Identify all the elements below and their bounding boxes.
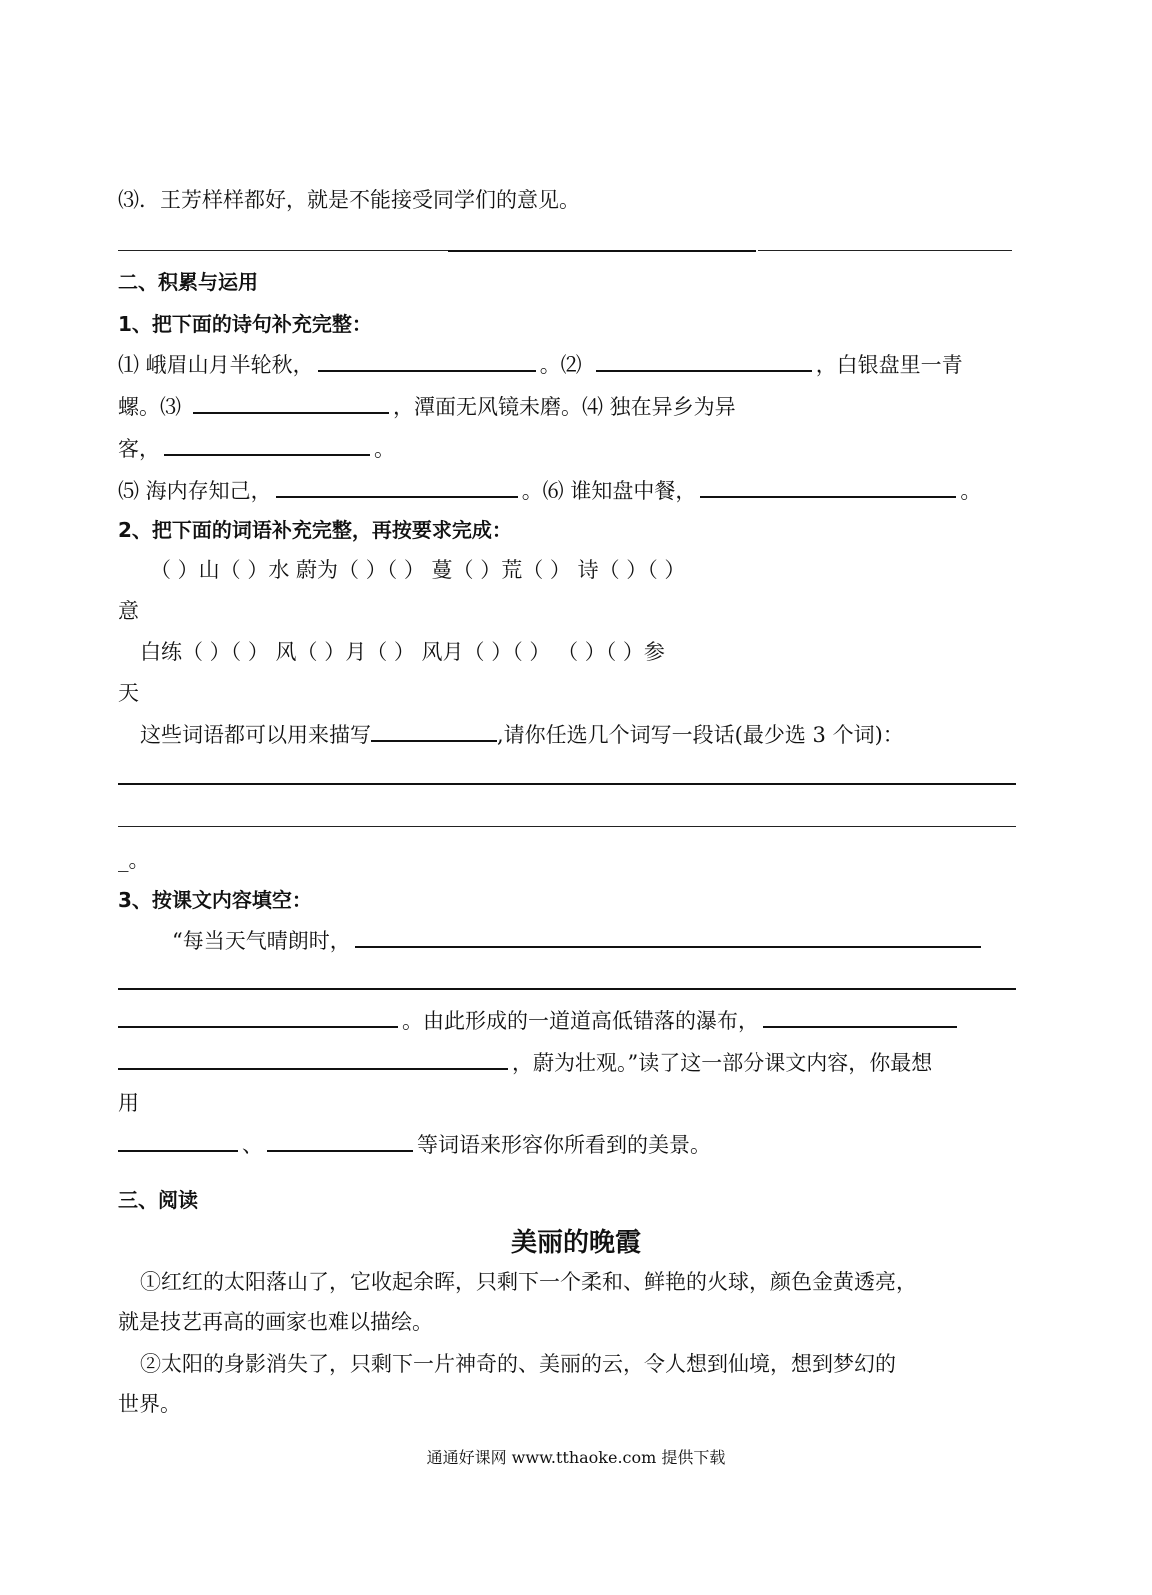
q2-heading: 2、把下面的词语补充完整，再按要求完成： [118,518,512,542]
footer-credit: 通通好课网 www.tthaoke.com 提供下载 [426,1448,726,1467]
recall-line-1: “每当天气晴朗时， [172,926,985,955]
reading-p1-line2: 就是技艺再高的画家也难以描绘。 [118,1310,433,1334]
recall-line-3: 。由此形成的一道道高低错落的瀑布， [118,1006,961,1035]
recall-line-6: 、 等词语来形容你所看到的美景。 [118,1130,711,1159]
section-3-heading: 三、阅读 [118,1188,198,1212]
section-2-heading: 二、积累与运用 [118,270,258,294]
poem-line-1: ⑴ 峨眉山月半轮秋， 。⑵ ，白银盘里一青 [118,350,963,379]
q3-heading: 3、按课文内容填空： [118,888,312,912]
reading-title: 美丽的晚霞 [510,1228,641,1258]
reading-p1-line1: ①红红的太阳落山了，它收起余晖，只剩下一个柔和、鲜艳的火球，颜色金黄透亮， [140,1270,917,1294]
writing-end-mark: _。 [118,848,150,872]
writing-line-2 [118,826,1016,827]
reading-p2-line1: ②太阳的身影消失了，只剩下一片神奇的、美丽的云，令人想到仙境，想到梦幻的 [140,1352,896,1376]
poem-line-3: 客， 。 [118,434,395,463]
poem-line-2: 螺。⑶ ，潭面无风镜未磨。⑷ 独在异乡为异 [118,392,736,421]
idiom-row-1: （ ）山（ ）水 蔚为（ ）（ ） 蔓（ ）荒（ ） 诗（ ）（ ） [150,558,686,582]
q2-prompt: 这些词语都可以用来描写 ,请你任选几个词写一段话(最少选 3 个词)： [140,720,904,749]
poem-line-4: ⑸ 海内存知己， 。⑹ 谁知盘中餐， 。 [118,476,981,505]
answer-line-a [118,250,448,251]
recall-line-4: ，蔚为壮观。”读了这一部分课文内容，你最想 [118,1048,932,1077]
idiom-row-2: 白练（ ）（ ） 风（ ）月（ ） 风月（ ）（ ） （ ）（ ）参 [140,640,665,664]
answer-line-b [448,250,756,252]
idiom-row-2-wrap: 天 [118,681,139,705]
writing-line-1 [118,783,1016,785]
question-3-sentence: ⑶．王芳样样都好，就是不能接受同学们的意见。 [118,188,580,212]
idiom-row-1-wrap: 意 [118,599,139,623]
q1-heading: 1、把下面的诗句补充完整： [118,312,372,336]
reading-p2-line2: 世界。 [118,1392,181,1416]
answer-line-c [758,250,1012,251]
recall-line-5: 用 [118,1091,139,1115]
recall-line-2 [118,988,1016,990]
